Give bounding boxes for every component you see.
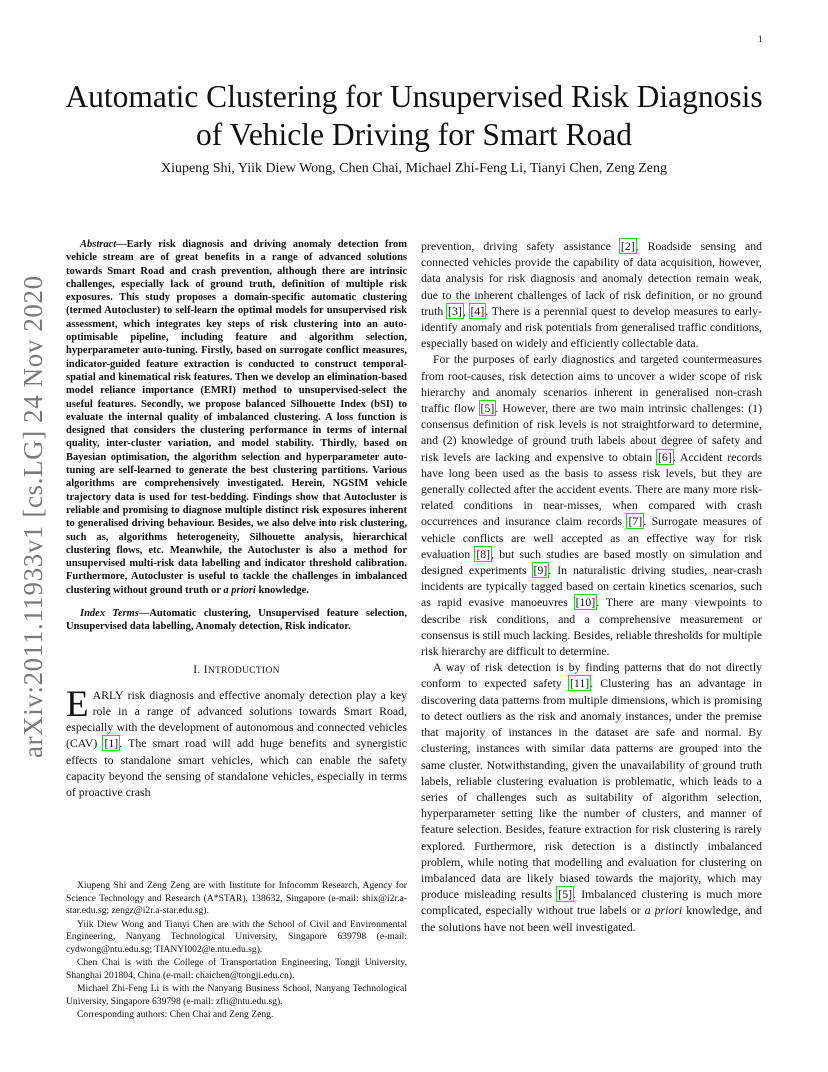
body-text: . Surrogate measures of vehicle conflicts are well accepted as an effective way for risk evaluation	[421, 514, 762, 561]
body-italic: a priori	[644, 903, 683, 918]
body-text: . However, there are two main intrinsic challenges: (1) consensus definition of risk levels is not straightforward to determine, and (2) knowledge of ground truth labels about degree of safety and risk levels are lacking and expensive to obtain	[421, 401, 762, 464]
body-paragraph	[421, 659, 762, 934]
author-list: Xiupeng Shi, Yiik Diew Wong, Chen Chai, Michael Zhi-Feng Li, Tianyi Chen, Zeng Zeng	[161, 161, 667, 176]
left-column	[66, 238, 407, 800]
right-column	[421, 238, 762, 935]
footnote: Yiik Diew Wong and Tianyi Chen are with the School of Civil and Environmental Engineering, Nanyang Technological University, Singapore 639798 (e-mail: cydwong@ntu.edu.sg; TIANYI002@e.ntu.edu.sg).	[66, 918, 407, 955]
footnote: Michael Zhi-Feng Li is with the Nanyang Business School, Nanyang Technological University, Singapore 639798 (e-mail: zfli@ntu.edu.sg).	[66, 983, 407, 1007]
intro-paragraph	[66, 683, 407, 800]
section-rest: NTRODUCTION	[207, 665, 280, 676]
body-text: , but such studies are based mostly on simulation and designed experiments	[421, 546, 762, 578]
body-paragraph	[421, 351, 762, 659]
intro-text-2: . The smart road will add huge benefits and synergistic effects to standalone smart vehicles, which can enable the safety capacity beyond the sensing of standalone vehicles, especially in terms of proactive crash	[66, 736, 407, 800]
section-heading	[66, 662, 407, 679]
body-text: . There is a perennial quest to develop measures to early-identify anomaly and risk potentials from generalised traffic conditions, especially based on widely and efficiently collectable data.	[421, 303, 762, 351]
index-terms-label: Index Terms	[80, 608, 139, 620]
body-text: . Accident records have long been used as the basis to assess risk levels, but they are generally collected after the accident events. There are many more risk-related conditions in near-misses, when compared with crash occurrences and insurance claim records	[421, 449, 762, 529]
citation-link[interactable]: [3]	[448, 303, 462, 318]
footnote: Chen Chai is with the College of Transportation Engineering, Tongji University, Shanghai 201804, China (e-mail: chaichen@tongji.edu.cn).	[66, 957, 407, 981]
body-text: For the purposes of early diagnostics and targeted countermeasures from root-causes, risk detection aims to uncover a wider scope of risk hierarchy and anomaly scenarios inherent in generalised non-crash traffic flow	[421, 352, 762, 416]
citation-link[interactable]: [9]	[533, 563, 548, 578]
paper-title: Automatic Clustering for Unsupervised Risk Diagnosis of Vehicle Driving for Smart Road	[65, 79, 763, 152]
body-text: . There are many viewpoints to describe risk conditions, and a comprehensive measurement or consensus is still much lacking. Besides, reliable thresholds for multiple risk hierarchy are difficult to determine.	[421, 595, 763, 659]
citation-link[interactable]: [7]	[628, 514, 643, 529]
drop-cap-rest: ARLY	[92, 687, 124, 702]
body-paragraph	[421, 238, 762, 351]
citation-link[interactable]: [5]	[558, 887, 573, 902]
citation-link[interactable]: [10]	[575, 595, 596, 610]
drop-cap: E	[66, 683, 89, 725]
footnote: Xiupeng Shi and Zeng Zeng are with Institute for Infocomm Research, Agency for Science Technology and Research (A*STAR), 138632, Singapore (e-mail: shix@i2r.a-star.edu.sg; zengz@i2r.a-star.edu.sg).	[66, 880, 407, 916]
citation-link[interactable]: [8]	[476, 546, 491, 561]
body-text: . Roadside sensing and connected vehicles provide the capability of data acquisition, however, data analysis for risk diagnosis and anomaly detection remain weak, due to the inherent challenges of lack of risk definition, or no ground truth	[421, 239, 763, 318]
index-terms	[66, 607, 407, 634]
page-number: 1	[758, 34, 763, 44]
body-text: . In naturalistic driving studies, near-crash incidents are typically tagged based on certain kinetics scenarios, such as rapid evasive manoeuvres	[421, 563, 762, 610]
section-numeral: I.	[193, 663, 204, 676]
citation-link[interactable]: [11]	[569, 676, 590, 691]
abstract	[66, 238, 407, 597]
intro-text-1: risk diagnosis and effective anomaly detection play a key role in a range of advanced solutions towards Smart Road, especially with the development of autonomous and connected vehicles (CAV)	[66, 687, 407, 751]
index-terms-text: —Automatic clustering, Unsupervised feature selection, Unsupervised data labelling, Anomaly detection, Risk indicator.	[66, 608, 407, 633]
arxiv-sidebar	[18, 275, 48, 758]
body-text: knowledge, and the solutions have not been well investigated.	[421, 903, 762, 934]
footnote: Corresponding authors: Chen Chai and Zeng Zeng.	[77, 1009, 274, 1020]
body-text: ,	[462, 303, 470, 318]
abstract-text: —Early risk diagnosis and driving anomaly detection from vehicle stream are of great benefits in a range of advanced solutions towards Smart Road and crash prevention, although there are intrinsic challenges, especially lack of ground truth, definition of multiple risk exposures. This study proposes a domain-specific automatic clustering (termed Autocluster) to self-learn the optimal models for unsupervised risk assessment, which integrates key steps of risk clustering into an auto-optimisable pipeline, including feature and algorithm selection, hyperparameter auto-tuning. Firstly, based on surrogate conflict measures, indicator-guided feature extraction is conducted to construct temporal-spatial and kinematical risk features. Then we develop an elimination-based model reliance importance (EMRI) method to unsupervised-select the useful features. Secondly, we propose balanced Silhouette Index (bSI) to evaluate the internal quality of imbalanced clustering. A loss function is designed that considers the clustering performance in terms of internal quality, inter-cluster variation, and model stability. Thirdly, based on Bayesian optimisation, the algorithm selection and hyperparameter auto-tuning are self-learned to generate the best clustering partitions. Various algorithms are comprehensively investigated. Herein, NGSIM vehicle trajectory data is used for test-bedding. Findings show that Autocluster is reliable and promising to diagnose multiple distinct risk exposures inherent to generalised driving behaviour. Besides, we also delve into risk clustering, such as, algorithms heterogeneity, Silhouette analysis, hierarchical clustering flows, etc. Meanwhile, the Autocluster is also a method for unsupervised multi-risk data labelling and indicator threshold calibration. Furthermore, Autocluster is useful to tackle the challenges in imbalanced clustering without ground truth or	[66, 239, 407, 596]
abstract-italic: a priori	[223, 584, 256, 596]
citation-link[interactable]: [1]	[104, 736, 119, 751]
body-text: . Clustering has an advantage in discovering data patterns from multiple dimensions, which is promising to detect outliers as the risk and anomaly instances, under the premise that majority of instances in the dataset are safe and normal. By clustering, instances with similar data patterns are grouped into the same cluster. Notwithstanding, given the unavailability of ground truth labels, reliable clustering evaluation is problematic, which leads to a series of challenges such as suitability of algorithm selection, hyperparameter setting like the number of clusters, and manner of feature selection. Besides, feature extraction for risk clustering is rarely explored. Furthermore, risk detection is a distinctly imbalanced problem, while noting that modelling and evaluation for clustering on imbalanced data are likely biased towards the majority, which may produce misleading results	[421, 676, 762, 902]
footnotes	[66, 880, 407, 1023]
arxiv-identifier: arXiv:2011.11933v1 [cs.LG] 24 Nov 2020	[18, 275, 48, 758]
abstract-label: Abstract	[80, 239, 117, 250]
body-text: . Imbalanced clustering is much more complicated, especially without true labels or	[421, 887, 762, 918]
section-initial: I	[203, 663, 208, 676]
citation-link[interactable]: [4]	[470, 303, 485, 318]
citation-link[interactable]: [2]	[620, 239, 635, 253]
abstract-tail: knowledge.	[255, 584, 309, 596]
citation-link[interactable]: [6]	[657, 449, 672, 464]
body-text: prevention, driving safety assistance	[421, 239, 620, 253]
citation-link[interactable]: [5]	[480, 401, 495, 416]
body-text: A way of risk detection is by finding patterns that do not directly conform to expected safety	[421, 660, 762, 691]
